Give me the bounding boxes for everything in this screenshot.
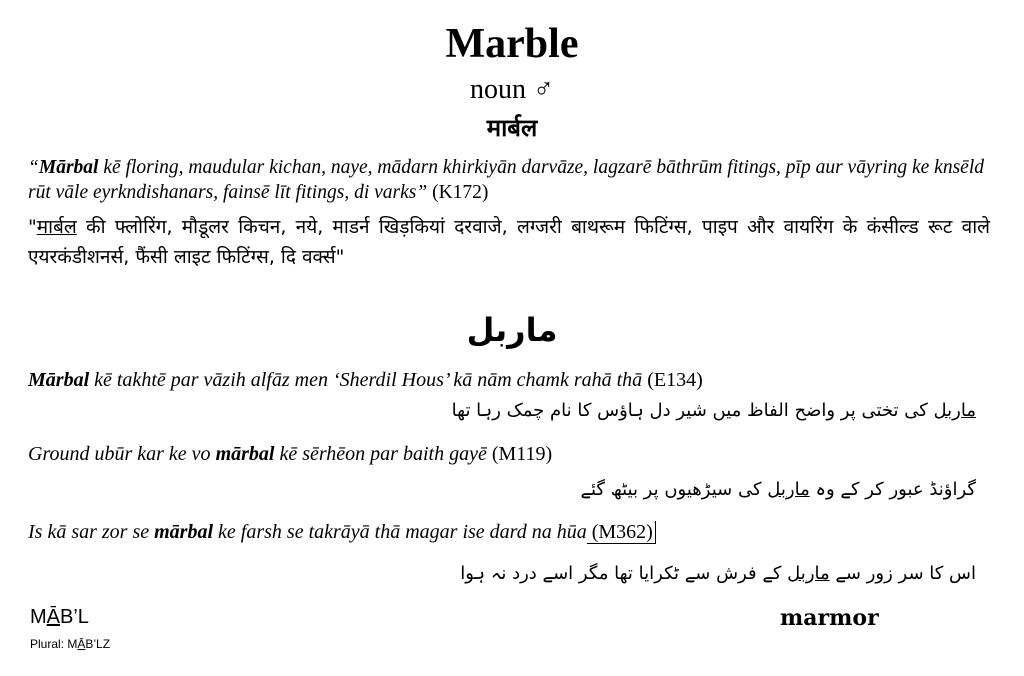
plural-label: Plural: [30, 637, 68, 651]
example-3-source: (M362) [587, 521, 656, 544]
example-1-urdu [452, 397, 976, 425]
example-3-urdu-pre: اس کا سر زور سے [829, 563, 976, 584]
example-2-pre: Ground ubūr kar ke vo [28, 443, 216, 465]
headword: Marble [445, 21, 579, 67]
example-3-urdu-term: ماربل [787, 563, 830, 584]
example-3-body: ke farsh se takrāyā thā magar ise dard na hūa [213, 521, 587, 543]
example-2-urdu [580, 476, 976, 504]
example-2-source: (M119) [486, 443, 553, 465]
example-3-urdu [460, 560, 976, 588]
quote-source: (K172) [427, 182, 489, 203]
example-2-body: kē sērhēon par baith gayē [274, 443, 487, 465]
quote-transliteration [28, 155, 984, 205]
example-2-urdu-pre: گراؤنڈ عبور کر کے وہ [809, 479, 976, 500]
example-2-transliteration [28, 441, 552, 467]
plural-pre: M [67, 637, 78, 651]
hindi-headword: मार्बल [486, 114, 538, 142]
quote-open: “ [28, 157, 39, 178]
plural-form [30, 636, 110, 652]
quote-hindi-body: की फ्लोरिंग, मौडूलर किचन, नये, माडर्न खिड़कियां दरवाजे, लग्जरी बाथरूम फिटिंग्स, पाइप और वायरिंग के कंसील्ड रूट वाले एयरकंडीशनर्स, फैंसी लाइट फिटिंग्स, दि वर्क्स" [28, 216, 990, 268]
pronunciation-post: B’L [60, 606, 89, 628]
example-1-transliteration [28, 367, 703, 393]
quote-hindi [28, 212, 990, 272]
example-1-bold-term: Mārbal [28, 369, 90, 391]
example-1-source: (E134) [642, 369, 703, 391]
plural-post: B’LZ [85, 637, 111, 651]
pronunciation-stressed: Ā [46, 606, 61, 628]
example-1-urdu-body: کی تختی پر واضح الفاظ میں شیر دل ہاؤس کا نام چمک رہا تھا [451, 400, 934, 421]
pronunciation [30, 604, 89, 630]
quote-bold-term: Mārbal [38, 157, 99, 178]
example-3-urdu-body: کے فرش سے ٹکرایا تھا مگر اسے درد نہ ہوا [460, 563, 788, 584]
example-3-transliteration [28, 519, 656, 545]
example-1-urdu-term: ماربل [933, 400, 976, 421]
example-3-bold-term: mārbal [154, 521, 214, 543]
plural-stressed: Ā [77, 637, 86, 651]
part-of-speech: noun ♂ [470, 74, 554, 105]
example-3-pre: Is kā sar zor se [28, 521, 155, 543]
example-2-urdu-term: ماربل [767, 479, 810, 500]
quote-body: kē floring, maudular kichan, naye, mādarn khirkiyān darvāze, lagzarē bāthrūm fitings, pīp aur vāyring ke knsēld rūt vāle eyrkndishanars, fainsē līt fitings, di varks” [28, 157, 984, 203]
cognate-word: marmor [780, 605, 879, 631]
quote-hindi-term: मार्बल [36, 216, 77, 238]
example-1-body: kē takhtē par vāzih alfāz men ‘Sherdil Hous’ kā nām chamk rahā thā [89, 369, 643, 391]
example-2-urdu-body: کی سیڑھیوں پر بیٹھ گئے [580, 479, 768, 500]
urdu-headword: ماربل [466, 311, 558, 349]
pronunciation-pre: M [30, 606, 47, 628]
quote-hindi-open: " [28, 216, 37, 238]
example-2-bold-term: mārbal [215, 443, 275, 465]
